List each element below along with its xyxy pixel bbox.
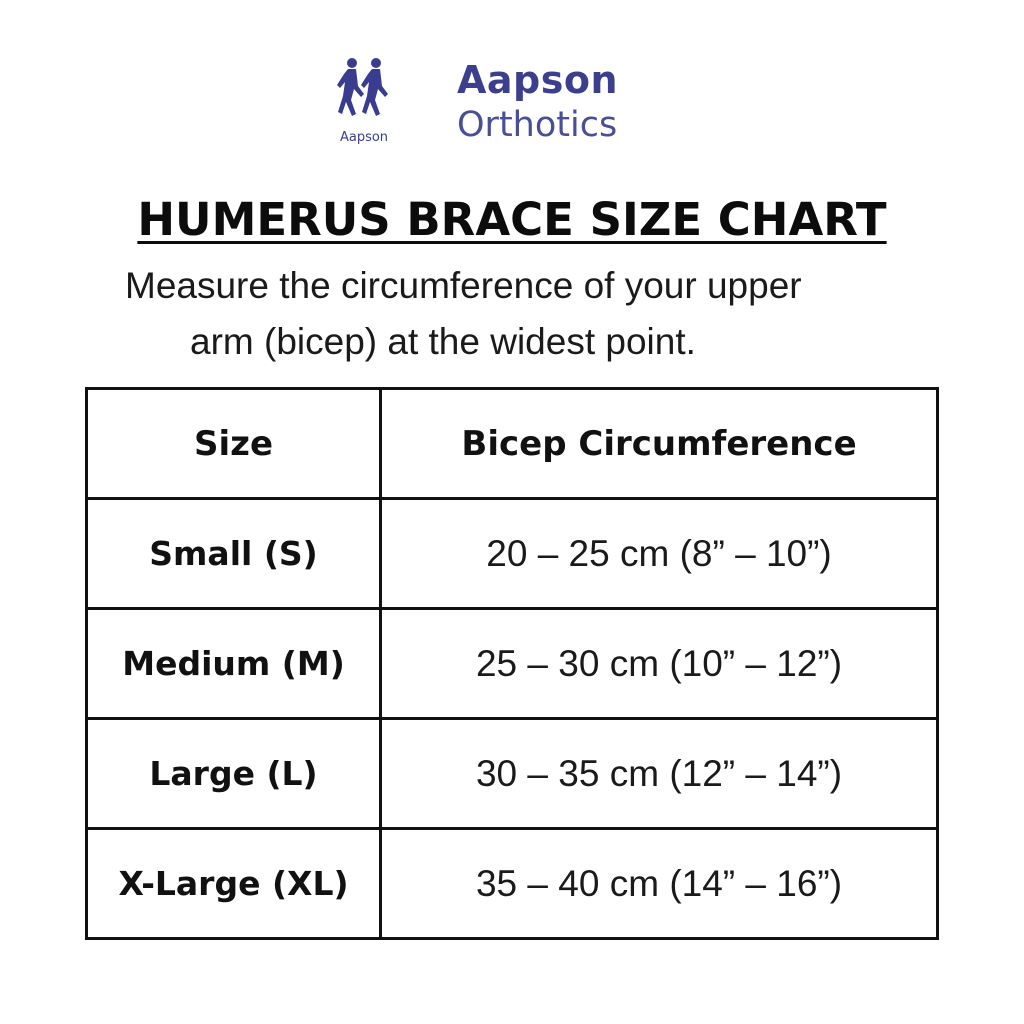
runners-icon [334, 56, 394, 128]
size-cell: Large (L) [87, 719, 381, 829]
size-cell: Medium (M) [87, 609, 381, 719]
table-row [87, 829, 938, 939]
header-size: Size [87, 389, 381, 499]
brand-name-line1: Aapson [457, 58, 619, 102]
circumference-cell: 35 – 40 cm (14” – 16”) [381, 829, 938, 939]
circumference-cell: 30 – 35 cm (12” – 14”) [381, 719, 938, 829]
size-cell: X-Large (XL) [87, 829, 381, 939]
page-title [0, 190, 1024, 250]
brand-name-line2: Orthotics [457, 105, 618, 145]
header-bicep-circumference: Bicep Circumference [381, 389, 938, 499]
size-cell: Small (S) [87, 499, 381, 609]
size-chart-table [85, 387, 939, 940]
table-header-row [87, 389, 938, 499]
brand-name [457, 56, 618, 146]
table-row [87, 719, 938, 829]
logo-mark-text: Aapson [339, 130, 389, 145]
circumference-cell: 25 – 30 cm (10” – 12”) [381, 609, 938, 719]
circumference-cell: 20 – 25 cm (8” – 10”) [381, 499, 938, 609]
table-row [87, 609, 938, 719]
instruction-line-2: arm (bicep) at the widest point. [190, 321, 696, 362]
page-title-text: HUMERUS BRACE SIZE CHART [137, 193, 887, 246]
table-row [87, 499, 938, 609]
brand-logo [326, 56, 402, 152]
instruction-line-1: Measure the circumference of your upper [125, 265, 802, 306]
